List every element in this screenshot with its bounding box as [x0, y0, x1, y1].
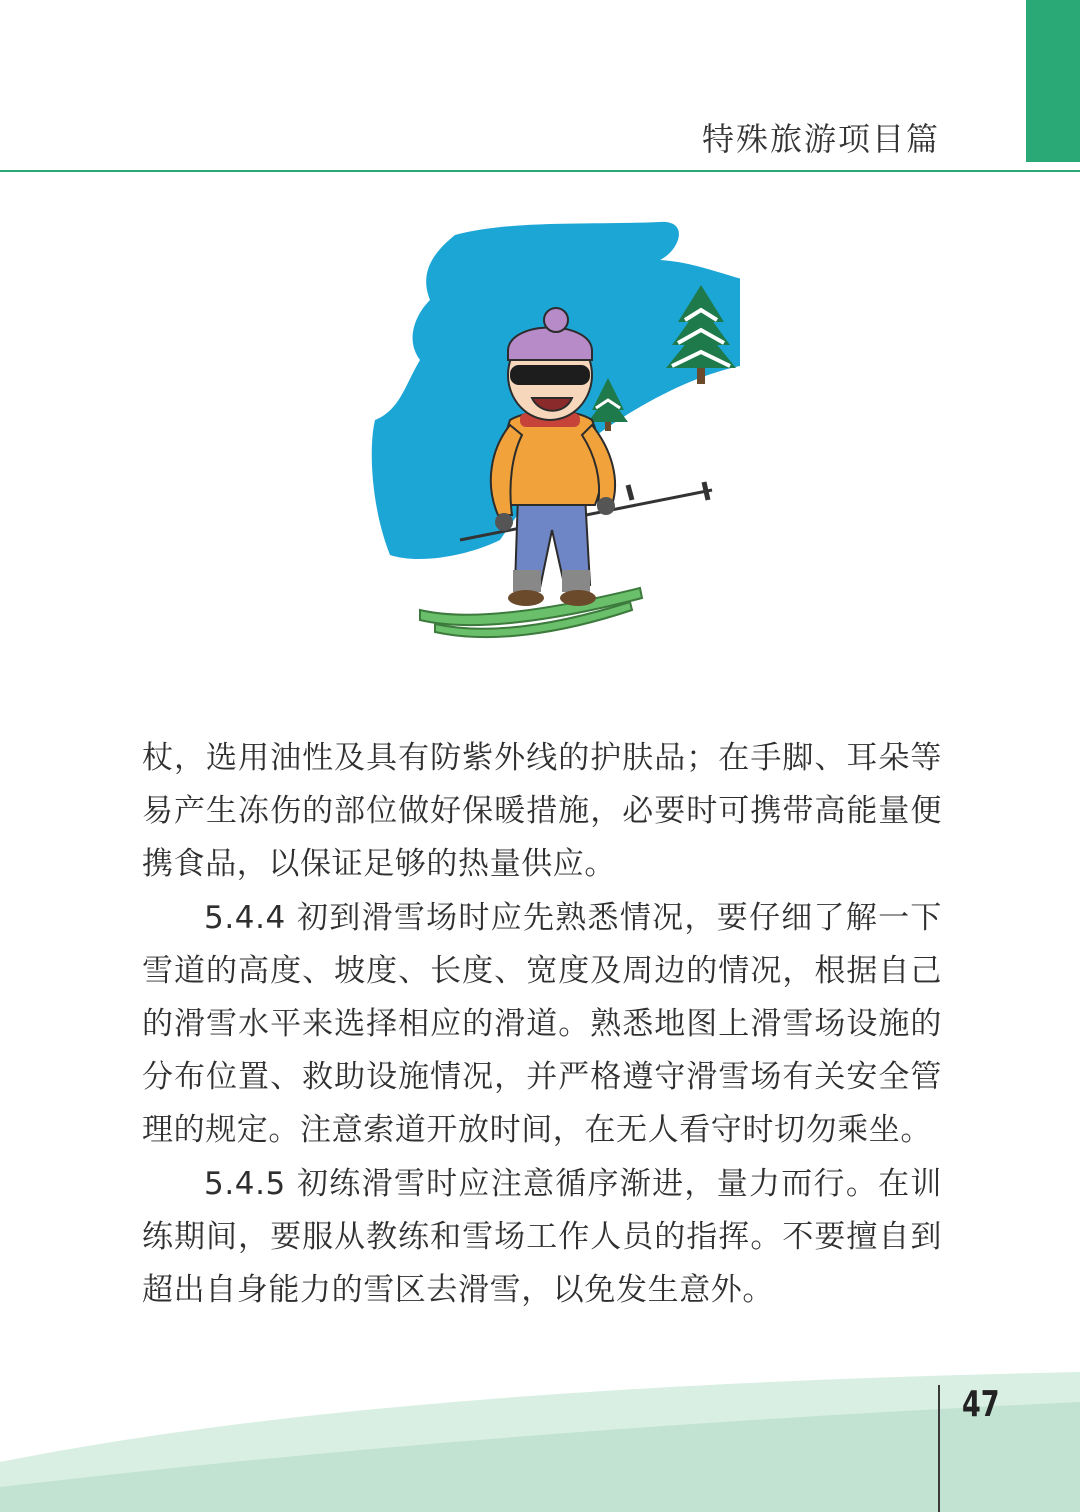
footer-wave-decoration: [0, 1372, 1080, 1512]
paragraph-continuation: 杖，选用油性及具有防紫外线的护肤品；在手脚、耳朵等易产生冻伤的部位做好保暖措施，必要时可携带高能量便携食品，以保证足够的热量供应。: [142, 740, 942, 883]
section-color-tab: [1026, 0, 1080, 162]
body-text: [142, 732, 942, 1317]
header-divider: [0, 170, 1080, 172]
section-title: 特殊旅游项目篇: [701, 120, 940, 158]
page-number: 47: [962, 1384, 1000, 1425]
paragraph-5-4-5: 5.4.5 初练滑雪时应注意循序渐进，量力而行。在训练期间，要服从教练和雪场工作人员的指挥。不要擅自到超出自身能力的雪区去滑雪，以免发生意外。: [142, 1165, 942, 1309]
paragraph-5-4-4: 5.4.4 初到滑雪场时应先熟悉情况，要仔细了解一下雪道的高度、坡度、长度、宽度及周边的情况，根据自己的滑雪水平来选择相应的滑道。熟悉地图上滑雪场设施的分布位置、救助设施情况，并严格遵守滑雪场有关安全管理的规定。注意索道开放时间，在无人看守时切勿乘坐。: [142, 899, 942, 1149]
page-number-divider: [938, 1385, 940, 1512]
skier-illustration: [360, 210, 740, 650]
